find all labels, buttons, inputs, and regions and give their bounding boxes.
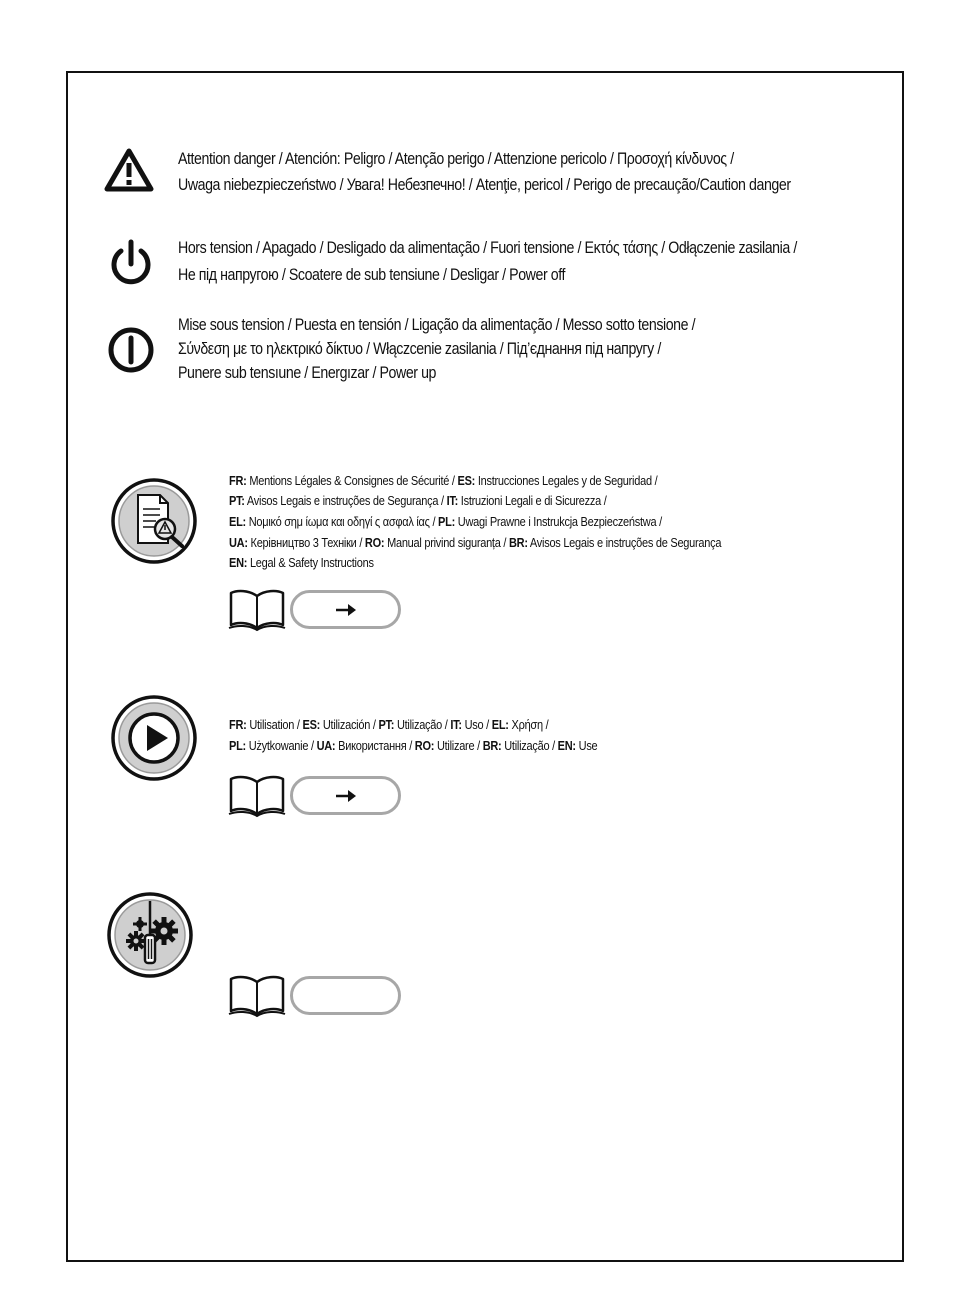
- legal-row-3: EL: Νομικό σημ ίωμα και οδηγί ς ασφαλ ίας / PL: Uwagi Prawne i Instrukcja Bezpieczeństwa /: [229, 515, 662, 529]
- legal-row-2: PT: Avisos Legais e instruções de Segurança / IT: Istruzioni Legali e di Sicurezza /: [229, 494, 607, 508]
- power-up-line-1: Mise sous tension / Puesta en tensión / Ligação da alimentação / Messo sotto tensione /: [178, 316, 696, 334]
- legal-row-5: EN: Legal & Safety Instructions: [229, 556, 374, 570]
- power-off-line-1: Hors tension / Apagado / Desligado da alimentação / Fuori tensione / Εκτός τάσης / Odłączenie zasilania /: [178, 239, 797, 257]
- open-book-icon: [227, 974, 287, 1018]
- power-off-line-2: Не під напругою / Scoatere de sub tensiune / Desligar / Power off: [178, 266, 565, 284]
- play-icon: [110, 694, 198, 782]
- arrow-right-icon: [334, 789, 358, 803]
- legal-reference-pill[interactable]: [290, 590, 401, 629]
- use-row-2: PL: Użytkowanie / UA: Використання / RO: Utilizare / BR: Utilização / EN: Use: [229, 739, 598, 753]
- legal-row-1: FR: Mentions Légales & Consignes de Sécurité / ES: Instrucciones Legales y de Seguridad /: [229, 474, 658, 488]
- open-book-icon: [227, 588, 287, 632]
- gears-screwdriver-icon: [106, 891, 194, 979]
- power-standby-icon: [106, 238, 156, 288]
- maintenance-reference-pill[interactable]: [290, 976, 401, 1015]
- legal-row-4: UA: Керівництво 3 Техніки / RO: Manual privind siguranța / BR: Avisos Legais e instruções de Segurança: [229, 536, 722, 550]
- use-row-1: FR: Utilisation / ES: Utilización / PT: Utilização / IT: Uso / EL: Χρήση /: [229, 718, 549, 732]
- document-warning-magnifier-icon: [110, 477, 198, 565]
- open-book-icon: [227, 774, 287, 818]
- danger-line-1: Attention danger / Atención: Peligro / Atenção perigo / Attenzione pericolo / Προσοχή κίνδυνος /: [178, 150, 734, 168]
- danger-line-2: Uwaga niebezpieczeństwo / Увага! Небезпечно! / Atenţie, pericol / Perigo de precaução/Caution danger: [178, 176, 791, 194]
- power-up-line-2: Σύνδεση με το ηλεκτρικό δίκτυο / Włączcenie zasilania / Під’єднання під напругу /: [178, 340, 661, 358]
- power-on-icon: [106, 325, 156, 375]
- use-reference-pill[interactable]: [290, 776, 401, 815]
- arrow-right-icon: [334, 603, 358, 617]
- power-up-line-3: Punere sub tensıune / Energızar / Power up: [178, 364, 437, 382]
- warning-triangle-icon: [104, 148, 154, 192]
